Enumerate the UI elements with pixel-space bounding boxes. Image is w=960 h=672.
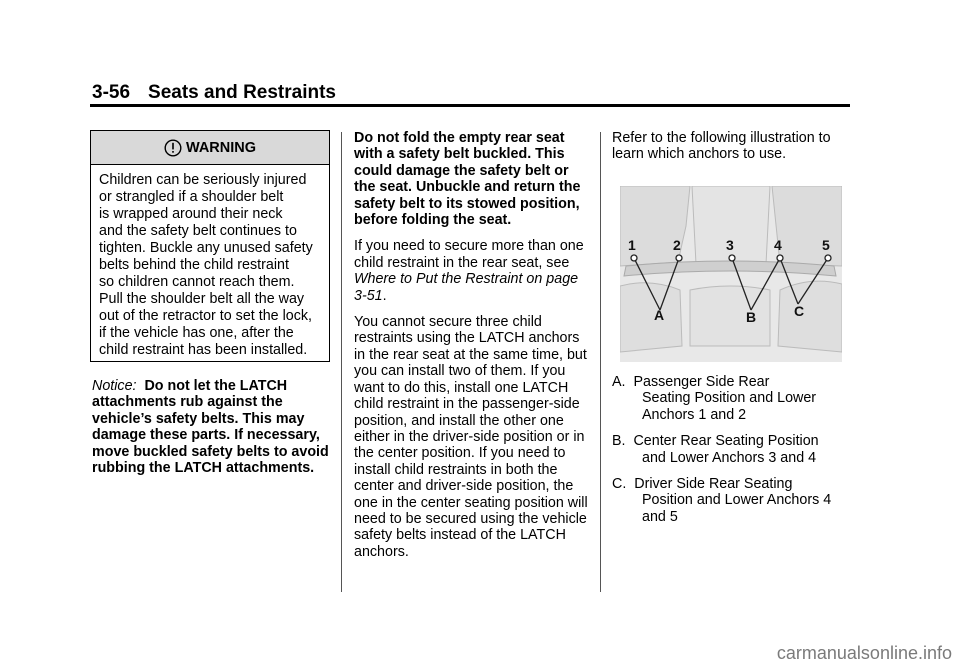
page-number: 3-56: [92, 82, 131, 103]
anchor-marker: [777, 255, 783, 261]
illustration-intro: Refer to the following illustration to learn which anchors to use.: [612, 130, 831, 163]
column-middle: [354, 130, 590, 570]
legend-text: Passenger Side Rear: [633, 374, 770, 390]
warning-box: [90, 130, 330, 362]
legend-text-cont: Seating Position and Lower Anchors 1 and 2: [642, 390, 817, 423]
legend-letter: B.: [612, 433, 626, 450]
warning-line: so children cannot reach them.: [99, 274, 295, 290]
fold-seat-caution: Do not fold the empty rear seat with a safety belt buckled. This could damage the safety belt or the seat. Unbuckle and return the safety belt to its stowed position, before folding the seat.: [354, 130, 581, 229]
legend-text: Driver Side Rear Seating: [634, 476, 793, 493]
warning-line: out of the retractor to set the lock,: [99, 308, 312, 324]
warning-line: if the vehicle has one, after the: [99, 325, 294, 341]
legend-letter: A.: [612, 374, 626, 390]
seat-diagram: [620, 186, 842, 362]
watermark: carmanualsonline.info: [776, 643, 952, 663]
group-label-b: B: [746, 309, 757, 325]
anchor-marker: [729, 255, 735, 261]
legend-letter: C.: [612, 476, 627, 493]
anchor-label-3: 3: [726, 237, 734, 253]
warning-line: is wrapped around their neck: [99, 206, 283, 222]
column-divider-1: [341, 132, 342, 592]
para-text: If you need to secure more than one child restraint in the rear seat, see: [354, 238, 584, 271]
multiple-restraints-paragraph: [354, 238, 590, 304]
warning-icon: [164, 139, 182, 157]
warning-line: and the safety belt continues to: [99, 223, 297, 239]
anchor-label-5: 5: [822, 237, 830, 253]
group-label-c: C: [794, 303, 805, 319]
latch-limits-paragraph: You cannot secure three child restraints using the LATCH anchors in the rear seat at the same time, but you can install two of them. If you want to do this, install one LATCH child restraint in the passenger-side position, and install the other one either in the driver-side position or in the center position. If you need to install child restraints in both the center and driver-side position, the one in the center seating position will need to be secured using the vehicle safety belts instead of the LATCH anchors.: [354, 314, 588, 560]
anchor-marker: [676, 255, 682, 261]
warning-line: or strangled if a shoulder belt: [99, 189, 284, 205]
cross-reference-link[interactable]: Where to Put the Restraint on page 3-51: [354, 271, 579, 304]
warning-title: WARNING: [185, 139, 257, 156]
legend-item-b: [612, 433, 848, 466]
legend-text-cont: Position and Lower Anchors 4 and 5: [642, 492, 832, 525]
notice-text: Do not let the LATCH attachments rub against the vehicle’s safety belts. This may damage these parts. If necessary, move buckled safety belts to avoid rubbing the LATCH attachments.: [92, 378, 329, 477]
header-rule: [90, 104, 850, 107]
anchor-label-1: 1: [628, 237, 636, 253]
warning-line: tighten. Buckle any unused safety: [99, 240, 313, 256]
anchor-marker: [631, 255, 637, 261]
warning-line: Children can be seriously injured: [99, 172, 307, 188]
column-divider-2: [600, 132, 601, 592]
warning-line: Pull the shoulder belt all the way: [99, 291, 305, 307]
warning-header: [91, 131, 329, 165]
illustration-legend: [612, 374, 848, 535]
warning-line: child restraint has been installed.: [99, 342, 308, 358]
section-title: Seats and Restraints: [148, 82, 336, 103]
notice-label: Notice:: [92, 378, 137, 394]
anchor-label-2: 2: [673, 237, 681, 253]
legend-text-cont: and Lower Anchors 3 and 4: [642, 449, 817, 466]
group-label-a: A: [654, 307, 665, 323]
page-header: [92, 82, 336, 104]
anchor-marker: [825, 255, 831, 261]
legend-text: Center Rear Seating Position: [633, 433, 819, 450]
para-end: .: [382, 287, 387, 304]
warning-text: [91, 165, 329, 359]
legend-item-c: [612, 476, 848, 525]
latch-anchor-illustration: [620, 186, 842, 362]
anchor-label-4: 4: [774, 237, 782, 253]
warning-line: belts behind the child restraint: [99, 257, 289, 273]
column-right: [612, 130, 848, 173]
legend-item-a: [612, 374, 848, 423]
notice-paragraph: [92, 378, 332, 476]
